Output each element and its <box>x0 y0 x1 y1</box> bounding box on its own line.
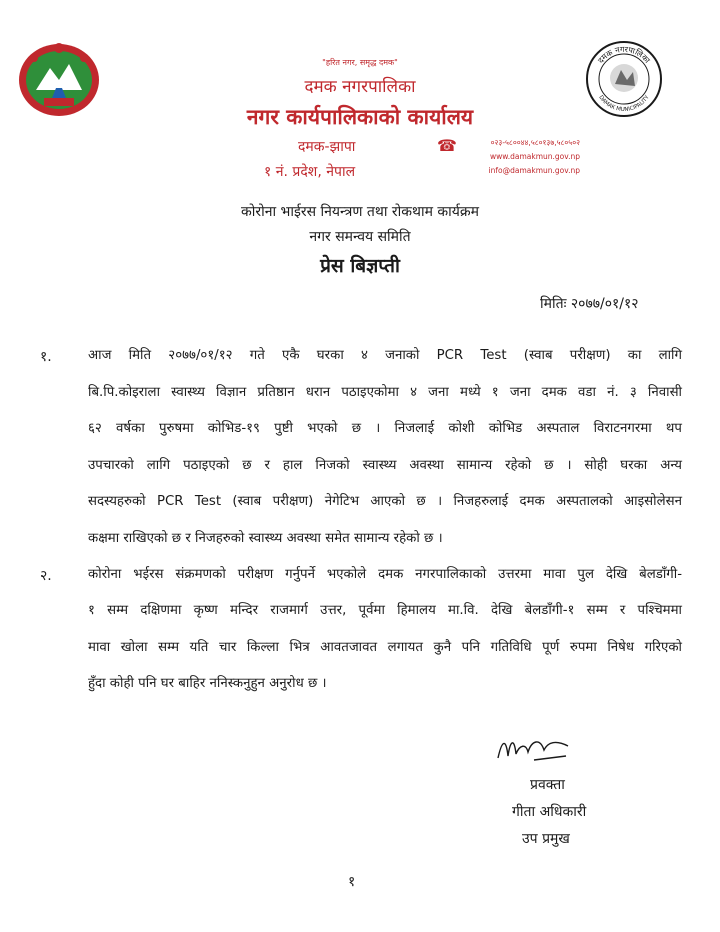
page-number: १ <box>348 874 356 890</box>
motto: "हरित नगर, समृद्ध दमक" <box>322 58 398 67</box>
notice-date: मितिः २०७७/०१/१२ <box>540 296 639 312</box>
svg-text:दमक नगरपालिका: दमक नगरपालिका <box>596 44 652 65</box>
signatory-name: गीता अधिकारी <box>512 804 587 820</box>
paragraph-line: ६२ वर्षका पुरुषमा कोभिड-१९ पुष्टी भएको छ । निजलाई कोशी कोभिड अस्पताल विराटनगरमा थप <box>88 421 682 436</box>
website: www.damakmun.gov.np <box>490 152 580 161</box>
svg-text:DAMAK MUNICIPALITY: DAMAK MUNICIPALITY <box>597 94 651 114</box>
phone-numbers: ०२३-५८००४४,५८०१३७,५८०५०२ <box>490 138 580 147</box>
paragraph-line: हुँदा कोही पनि घर बाहिर ननिस्कनुहुन अनुरोध छ । <box>88 676 327 691</box>
paragraph-number: १. <box>40 349 52 365</box>
committee-title: नगर समन्वय समिति <box>309 229 411 245</box>
municipality-name: दमक नगरपालिका <box>304 77 416 97</box>
address-line-1: दमक-झापा <box>298 139 356 155</box>
paragraph-line: बि.पि.कोइराला स्वास्थ्य विज्ञान प्रतिष्ठान धरान पठाइएकोमा ४ जना मध्ये १ जना दमक वडा नं. ३ निवासी <box>88 385 682 400</box>
office-name: नगर कार्यपालिकाको कार्यालय <box>246 105 474 129</box>
signatory-role: प्रवक्ता <box>530 777 565 793</box>
notice-title: प्रेस बिज्ञप्ती <box>320 255 400 277</box>
program-title: कोरोना भाईरस नियन्त्रण तथा रोकथाम कार्यक्रम <box>240 204 480 220</box>
paragraph-line: १ सम्म दक्षिणमा कृष्ण मन्दिर राजमार्ग उत्तर, पूर्वमा हिमालय मा.वि. देखि बेलडाँगी-१ सम्म र पश्चिममा <box>88 603 682 618</box>
paragraph-line: आज मिति २०७७/०१/१२ गते एकै घरका ४ जनाको PCR Test (स्वाब परीक्षण) का लागि <box>88 348 682 363</box>
signature <box>494 730 574 766</box>
paragraph-line: मावा खोला सम्म यति चार किल्ला भित्र आवतजावत लगायत कुनै पनि गतिविधि पूर्ण रुपमा निषेध गरिएको <box>88 640 682 655</box>
paragraph-line: सदस्यहरुको PCR Test (स्वाब परीक्षण) नेगेटिभ आएको छ । निजहरुलाई दमक अस्पतालको आइसोलेसन <box>88 494 682 509</box>
email: info@damakmun.gov.np <box>488 166 580 175</box>
paragraph-number: २. <box>40 568 52 584</box>
paragraph-line: उपचारको लागि पठाइएको छ र हाल निजको स्वास्थ्य अवस्था सामान्य रहेको छ । सोही घरका अन्य <box>88 458 682 473</box>
phone-icon: ☎ <box>437 136 457 155</box>
paragraph-line: कोरोना भईरस संक्रमणको परीक्षण गर्नुपर्ने भएकोले दमक नगरपालिकाको उत्तरमा मावा पुल देखि बेलडाँगी- <box>88 567 682 582</box>
municipality-seal-icon <box>585 40 663 118</box>
paragraph-line: कक्षमा राखिएको छ र निजहरुको स्वास्थ्य अवस्था समेत सामान्य रहेको छ । <box>88 531 443 546</box>
address-line-2: १ नं. प्रदेश, नेपाल <box>264 164 356 180</box>
signatory-title: उप प्रमुख <box>522 831 570 847</box>
